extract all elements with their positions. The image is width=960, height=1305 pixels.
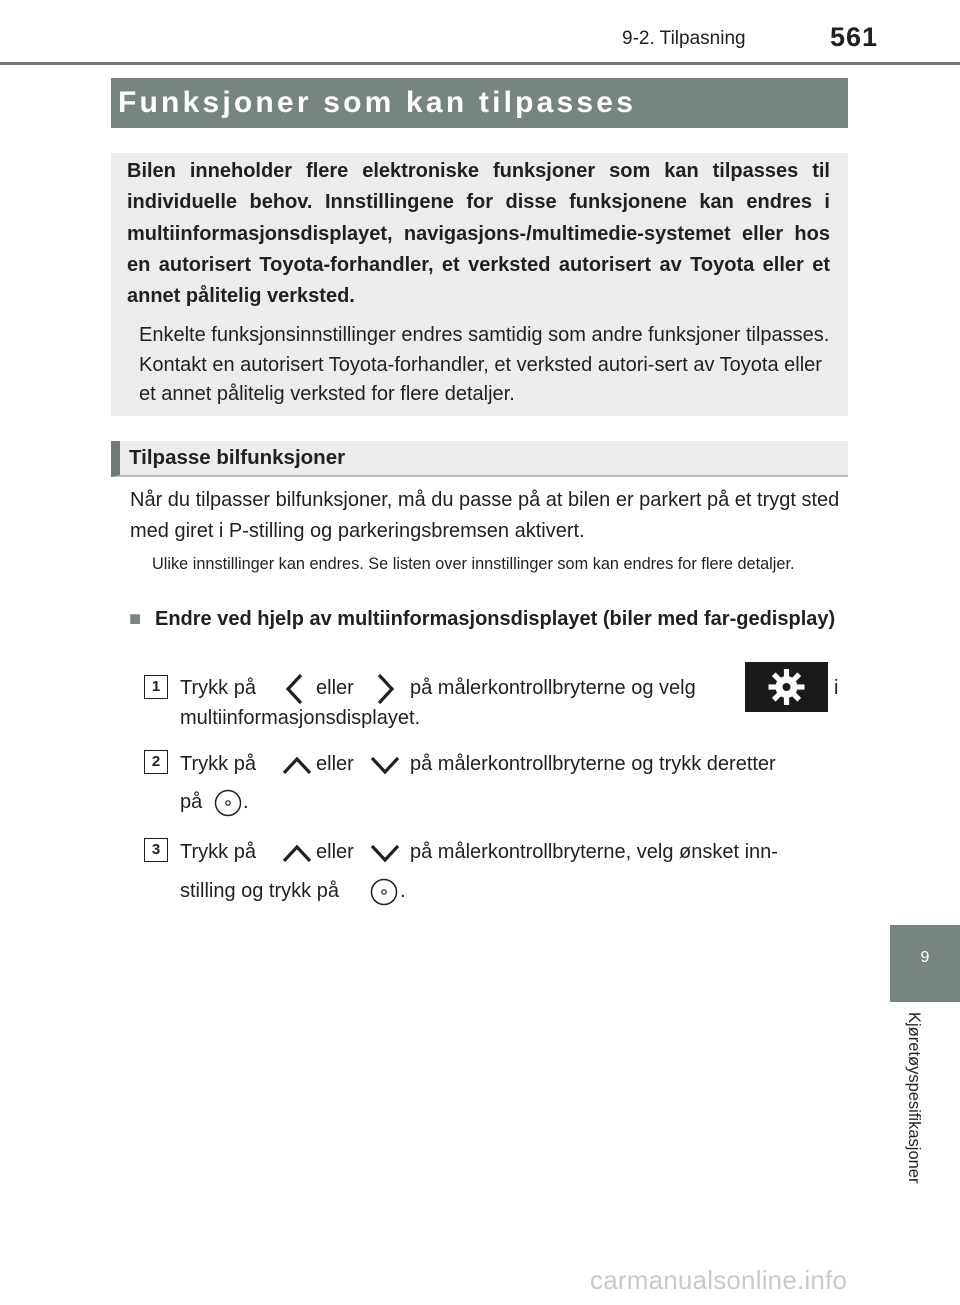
- step-2-text-e: .: [243, 791, 249, 813]
- chapter-label: Kjøretøyspesifikasjoner: [905, 1012, 923, 1184]
- step-number-3: 3: [144, 838, 168, 862]
- step-1-text-e: multiinformasjonsdisplayet.: [180, 707, 421, 729]
- intro-bold-text: Bilen inneholder flere elektroniske funksjoner som kan tilpasses til individuelle behov. Innstillingene for disse funksjonene kan endres i multiinformasjonsdisplayet, navigasjons-/multimedie-systemet eller hos en autorisert Toyota-forhandler, et verksted autorisert av Toyota eller et annet pålitelig verksted.: [127, 160, 830, 308]
- subsection-small-note: Ulike innstillinger kan endres. Se listen over innstillinger som kan endres for flere detaljer.: [152, 555, 795, 573]
- page-number: 561: [830, 22, 879, 52]
- enter-button-icon: [214, 789, 242, 822]
- chevron-up-icon: [281, 842, 313, 869]
- step-3-text-c: på målerkontrollbryterne, velg ønsket inn-: [410, 841, 778, 863]
- step-3-text-e: .: [400, 880, 406, 902]
- step-3-text-a: Trykk på: [180, 841, 256, 863]
- step-1-text-d: i: [834, 677, 839, 699]
- step-1-text-a: Trykk på: [180, 677, 256, 699]
- subsection-heading: Tilpasse bilfunksjoner: [111, 441, 848, 477]
- step-2-text-c: på målerkontrollbryterne og trykk deretter: [410, 753, 776, 775]
- step-1-text-b: eller: [316, 677, 354, 699]
- header-section: 9-2. Tilpasning: [622, 28, 746, 49]
- gear-icon: [745, 662, 828, 712]
- enter-button-icon: [370, 878, 398, 911]
- intro-box: [111, 153, 848, 416]
- watermark: carmanualsonline.info: [590, 1265, 848, 1295]
- page-title: Funksjoner som kan tilpasses: [111, 78, 848, 128]
- chapter-tab: 9: [890, 925, 960, 1002]
- step-2-text-b: eller: [316, 753, 354, 775]
- step-3-text-b: eller: [316, 841, 354, 863]
- chevron-down-icon: [369, 754, 401, 781]
- intro-note: Enkelte funksjonsinnstillinger endres samtidig som andre funksjoner tilpasses. Kontakt en autorisert Toyota-forhandler, et verksted autori-sert av Toyota eller et annet pålitelig verksted for flere detaljer.: [139, 324, 830, 406]
- chevron-down-icon: [369, 842, 401, 869]
- step-number-1: 1: [144, 675, 168, 699]
- step-3-text-d: stilling og trykk på: [180, 880, 339, 902]
- step-number-2: 2: [144, 750, 168, 774]
- chevron-up-icon: [281, 754, 313, 781]
- section-marker: ■: [129, 608, 142, 630]
- step-2-text-d: på: [180, 791, 203, 813]
- subsection-paragraph: Når du tilpasser bilfunksjoner, må du passe på at bilen er parkert på et trygt sted med giret i P-stilling og parkeringsbremsen aktivert.: [130, 489, 840, 542]
- section-title: Endre ved hjelp av multiinformasjonsdisplayet (biler med far-gedisplay): [155, 608, 836, 630]
- header-rule: [0, 62, 960, 65]
- step-2-text-a: Trykk på: [180, 753, 256, 775]
- step-1-text-c: på målerkontrollbryterne og velg: [410, 677, 696, 699]
